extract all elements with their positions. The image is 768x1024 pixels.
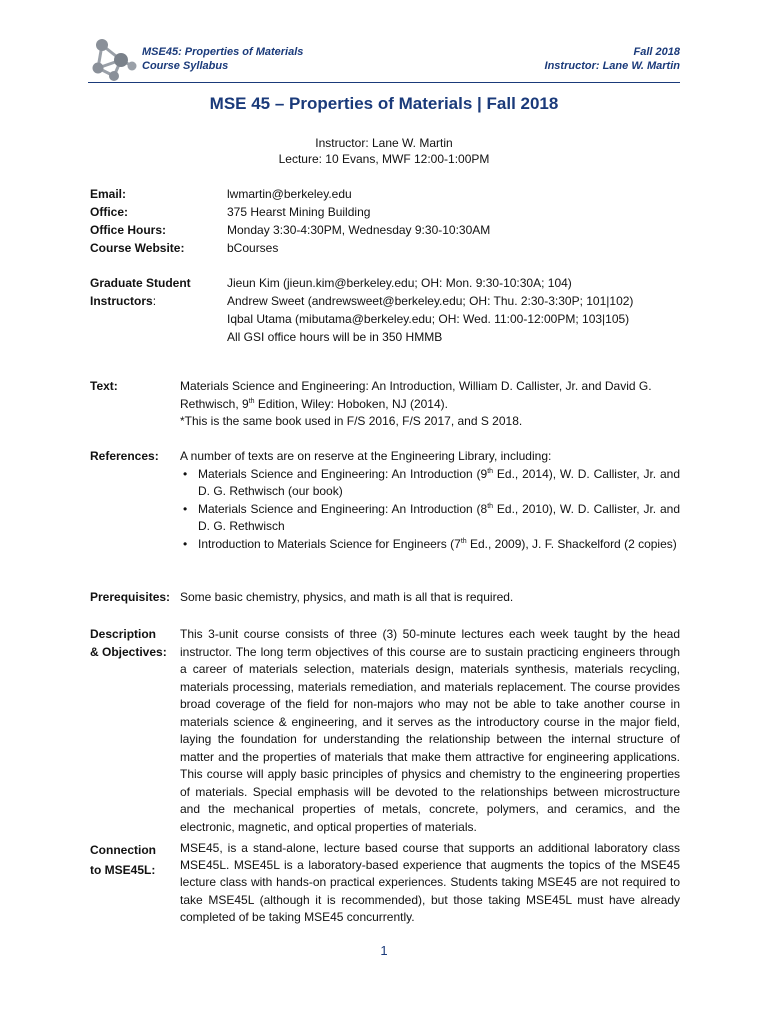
gsi-line: All GSI office hours will be in 350 HMMB: [227, 330, 443, 344]
gsi-line: Jieun Kim (jieun.kim@berkeley.edu; OH: Mon. 9:30-10:30A; 104): [227, 276, 572, 290]
reference-fragment: Ed., 2010), W. D. Callister, Jr. and D. G. Rethwisch: [198, 501, 680, 533]
connection-text: MSE45, is a stand-alone, lecture based course that supports an additional laboratory class MSE45L. MSE45L is a laboratory-based experience that augments the topics of the MSE45 lecture class with hands-on practical experiences. Students taking MSE45 are not required to take MSE45L (although it is recommended), but those taking MSE45L must have already completed of be taking MSE45 concurrently.: [180, 841, 680, 924]
description-label-line2: & Objectives:: [90, 644, 167, 659]
connection-label-line2: to MSE45L:: [90, 863, 156, 877]
reference-superscript: th: [487, 467, 494, 475]
molecule-logo-icon: [88, 36, 138, 82]
list-item: [180, 466, 680, 501]
header-term: Fall 2018: [633, 46, 680, 58]
gsi-line: Andrew Sweet (andrewsweet@berkeley.edu; OH: Thu. 2:30-3:30P; 101|102): [227, 294, 634, 308]
text-line: [180, 396, 680, 414]
connection-section: [90, 840, 680, 930]
list-item: [180, 501, 680, 536]
prerequisites-section: [90, 589, 680, 607]
page-number: 1: [380, 943, 388, 958]
reference-superscript: th: [460, 537, 467, 545]
prerequisites-label: Prerequisites:: [90, 590, 171, 604]
description-section: [90, 626, 680, 834]
reference-fragment: Materials Science and Engineering: An Introduction (8: [198, 501, 488, 516]
office-label: Office:: [90, 205, 129, 219]
reference-fragment: Ed., 2009), J. F. Shackelford (2 copies): [466, 536, 677, 551]
references-label: References:: [90, 449, 159, 463]
bullet: •: [183, 536, 188, 551]
lecture-line: Lecture: 10 Evans, MWF 12:00-1:00PM: [278, 152, 490, 166]
header-doc-line: Course Syllabus: [142, 60, 229, 72]
gsi-block: [90, 274, 690, 346]
text-note: *This is the same book used in F/S 2016, F/S 2017, and S 2018.: [180, 414, 523, 428]
header-course-line: MSE45: Properties of Materials: [142, 46, 304, 58]
header-course-info: [142, 45, 303, 73]
header-term-info: [545, 45, 680, 73]
references-section: [90, 448, 680, 573]
text-superscript: th: [248, 397, 255, 405]
reference-fragment: Introduction to Materials Science for Engineers (7: [198, 536, 461, 551]
office-value: 375 Hearst Mining Building: [227, 205, 371, 219]
instructor-line: Instructor: Lane W. Martin: [315, 136, 453, 150]
contact-block: [90, 185, 690, 257]
text-body: [180, 378, 680, 431]
list-item: [180, 536, 680, 554]
gsi-line: Iqbal Utama (mibutama@berkeley.edu; OH: Wed. 11:00-12:00PM; 103|105): [227, 312, 630, 326]
references-list: [180, 466, 680, 554]
reference-fragment: Materials Science and Engineering: An Introduction (9: [198, 466, 488, 481]
header-divider: [88, 82, 680, 83]
office-hours-value: Monday 3:30-4:30PM, Wednesday 9:30-10:30AM: [227, 223, 491, 237]
reference-superscript: th: [487, 502, 494, 510]
header-instructor: Instructor: Lane W. Martin: [544, 60, 680, 72]
page-header: [88, 36, 680, 86]
text-fragment: Edition, Wiley: Hoboken, NJ (2014).: [254, 396, 448, 411]
prerequisites-text: Some basic chemistry, physics, and math is all that is required.: [180, 590, 514, 604]
email-value[interactable]: lwmartin@berkeley.edu: [227, 187, 352, 201]
gsi-label-colon: :: [152, 294, 157, 308]
document-title: MSE 45 – Properties of Materials | Fall 2018: [209, 94, 559, 113]
references-intro: A number of texts are on reserve at the Engineering Library, including:: [180, 449, 552, 463]
text-label: Text:: [90, 379, 118, 393]
course-website-label: Course Website:: [90, 241, 185, 255]
bullet: •: [183, 501, 188, 516]
text-fragment: Rethwisch, 9: [180, 396, 249, 411]
description-label: [90, 626, 178, 661]
gsi-label-line1: Graduate Student: [90, 276, 191, 290]
text-line: Materials Science and Engineering: An Introduction, William D. Callister, Jr. and David G.: [180, 379, 652, 393]
reference-fragment: Ed., 2014), W. D. Callister, Jr. and D. G. Rethwisch (our book): [198, 466, 680, 498]
references-body: [180, 448, 680, 553]
gsi-label-text: Instructors: [90, 294, 153, 308]
office-hours-label: Office Hours:: [90, 223, 167, 237]
description-text: This 3-unit course consists of three (3) 50-minute lectures each week taught by the head instructor. The long term objectives of this course are to sustain practicing engineers through a career of materials selection, materials design, materials synthesis, materials recycling, materials processing, materials remediation, and materials replacement. The course provides broad coverage of the field for non-majors who may not be able to take another course in materials science & engineering, and it serves as the introductory course in the major field, laying the foundation for understanding the relationship between the internal structure of matter and the properties of materials that make them attractive for engineering applications. This course will apply basic principles of physics and chemistry to the engineering properties of materials. Special emphasis will be devoted to the relationships between microstructure and the mechanical properties of metals, concrete, polymers, and ceramics, and the electronic, magnetic, and optical properties of materials.: [180, 627, 680, 834]
bullet: •: [183, 466, 188, 481]
connection-label-line1: Connection: [90, 843, 156, 857]
course-website-value[interactable]: bCourses: [227, 241, 279, 255]
gsi-label-line2: [90, 292, 156, 310]
description-label-line1: Description: [90, 627, 157, 641]
connection-label: [90, 840, 178, 880]
email-label: Email:: [90, 187, 127, 201]
text-section: [90, 378, 680, 432]
